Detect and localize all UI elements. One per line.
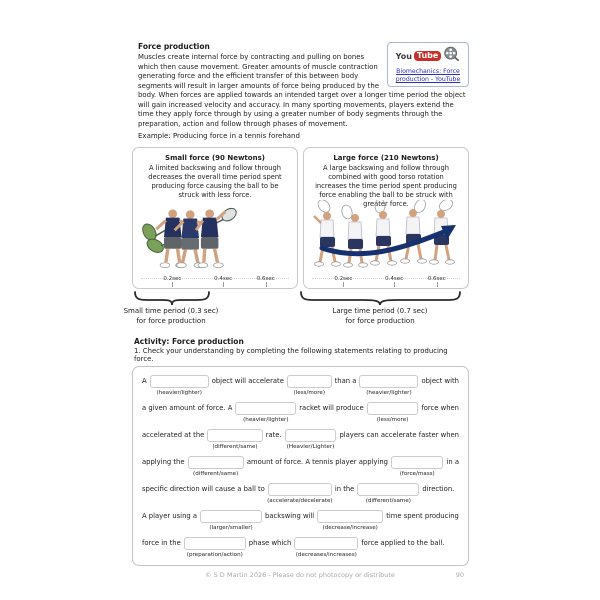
timeline-tick-mark bbox=[223, 282, 224, 287]
answer-field bbox=[287, 375, 332, 397]
activity-statement-row bbox=[139, 429, 462, 451]
youtube-callout bbox=[387, 42, 469, 87]
statement-text: accelerated at the bbox=[142, 431, 205, 439]
activity-statement-row bbox=[139, 402, 462, 424]
timeline-tick-mark bbox=[266, 282, 267, 287]
activity-statement-row bbox=[139, 375, 462, 397]
answer-blank[interactable] bbox=[200, 510, 262, 523]
answer-blank[interactable] bbox=[294, 537, 358, 550]
answer-hint: (decrease/increase) bbox=[322, 525, 378, 531]
answer-field bbox=[294, 537, 358, 559]
statement-text: than a bbox=[334, 377, 357, 385]
answer-blank[interactable] bbox=[184, 537, 246, 550]
small-period-brace bbox=[133, 291, 211, 307]
youtube-logo-you: You bbox=[395, 51, 412, 61]
activity-statement-row bbox=[139, 537, 462, 559]
statement-text: force when bbox=[421, 404, 459, 412]
youtube-logo-tube: Tube bbox=[414, 51, 441, 61]
time-period-annotations bbox=[123, 289, 469, 335]
answer-field bbox=[357, 483, 419, 505]
answer-blank[interactable] bbox=[287, 375, 332, 388]
timeline-tick-label: 0.6sec bbox=[256, 276, 275, 282]
statement-text: rate. bbox=[265, 431, 282, 439]
answer-hint: (preparation/action) bbox=[186, 552, 243, 558]
activity-statement-row bbox=[139, 456, 462, 478]
timeline-tick-label: 0.6sec bbox=[427, 276, 446, 282]
activity-statement-row bbox=[139, 483, 462, 505]
answer-field bbox=[184, 537, 246, 559]
large-force-title: Large force (210 Newtons) bbox=[333, 154, 439, 162]
answer-hint: (less/more) bbox=[376, 417, 409, 423]
small-force-title: Small force (90 Newtons) bbox=[165, 154, 265, 162]
statement-text: A bbox=[142, 377, 147, 385]
small-period-line1: Small time period (0.3 sec) bbox=[123, 307, 219, 315]
film-reel-icon bbox=[443, 46, 460, 66]
statement-text: racket will produce bbox=[299, 404, 364, 412]
answer-blank[interactable] bbox=[391, 456, 444, 469]
activity-statement-row bbox=[139, 510, 462, 532]
page-number: 90 bbox=[455, 571, 464, 579]
answer-hint: (force/mass) bbox=[399, 471, 435, 477]
large-force-photo bbox=[308, 200, 464, 280]
answer-hint: (larger/smaller) bbox=[209, 525, 253, 531]
answer-blank[interactable] bbox=[207, 429, 262, 442]
statement-text: force in the bbox=[142, 539, 181, 547]
timeline-tick-mark bbox=[437, 282, 438, 287]
answer-field bbox=[150, 375, 209, 397]
answer-blank[interactable] bbox=[357, 483, 419, 496]
large-force-box bbox=[303, 147, 469, 289]
answer-blank[interactable] bbox=[317, 510, 383, 523]
answer-field bbox=[268, 483, 332, 505]
answer-hint: (different/same) bbox=[193, 471, 239, 477]
page-title: Force production bbox=[138, 42, 210, 51]
intro-section bbox=[132, 42, 469, 128]
answer-hint: (different/same) bbox=[212, 444, 258, 450]
small-force-photo bbox=[139, 203, 257, 277]
activity-worksheet bbox=[132, 366, 469, 566]
timeline-tick-label: 0.4sec bbox=[385, 276, 404, 282]
example-caption: Example: Producing force in a tennis forehand bbox=[138, 132, 300, 140]
answer-field bbox=[317, 510, 383, 532]
statement-text: phase which bbox=[248, 539, 292, 547]
answer-field bbox=[235, 402, 296, 424]
activity-statements bbox=[139, 375, 462, 559]
answer-field bbox=[200, 510, 262, 532]
large-force-description: A large backswing and follow through combined with good torso rotation increases the time period spent producing force enabling the ball to be struck with greater force. bbox=[315, 164, 457, 209]
statement-text: specific direction will cause a ball to bbox=[142, 485, 265, 493]
small-force-description: A limited backswing and follow through decreases the overall time period spent producing force causing the ball to be struck with less force. bbox=[148, 164, 282, 200]
answer-blank[interactable] bbox=[359, 375, 418, 388]
answer-blank[interactable] bbox=[268, 483, 332, 496]
answer-hint: (different/same) bbox=[365, 498, 411, 504]
statement-text: force applied to the ball. bbox=[361, 539, 445, 547]
answer-blank[interactable] bbox=[150, 375, 209, 388]
answer-blank[interactable] bbox=[367, 402, 419, 415]
small-period-line2: for force production bbox=[136, 317, 206, 326]
timeline-tick-label: 0.4sec bbox=[214, 276, 233, 282]
answer-field bbox=[367, 402, 419, 424]
answer-field bbox=[391, 456, 444, 478]
small-force-box bbox=[132, 147, 298, 289]
answer-field bbox=[285, 429, 337, 451]
answer-hint: (accelerate/decelerate) bbox=[267, 498, 333, 504]
timeline-tick-label: 0.2sec bbox=[163, 276, 182, 282]
youtube-logo bbox=[390, 46, 466, 66]
answer-hint: (heavier/lighter) bbox=[243, 417, 289, 423]
statement-text: in the bbox=[334, 485, 355, 493]
statement-text: in a bbox=[446, 458, 459, 466]
statement-text: backswing will bbox=[265, 512, 315, 520]
activity-heading: Activity: Force production bbox=[134, 337, 244, 346]
statement-text: direction. bbox=[422, 485, 455, 493]
answer-hint: (less/more) bbox=[293, 390, 326, 396]
small-period-caption bbox=[114, 306, 228, 326]
large-period-line1: Large time period (0.7 sec) bbox=[332, 307, 428, 315]
answer-hint: (decreases/increases) bbox=[295, 552, 357, 558]
intro-paragraph: Muscles create internal force by contracting and pulling on bones which then cause movement. Greater amounts of muscle contraction generating force and the efficient transfer of this between body segments will result in larger amounts of force being produced by the body. When forces are applied towards an intended target over a longer time period the object will gain increased velocity and accuracy. In many sporting movements, players extend the time they apply force through by using a greater number of body segments through the preparation, action and follow through phases of movement. bbox=[138, 53, 466, 128]
answer-field bbox=[188, 456, 244, 478]
statement-text: object with bbox=[421, 377, 459, 385]
statement-text: time spent producing bbox=[386, 512, 459, 520]
timeline-tick-mark bbox=[172, 282, 173, 287]
statement-text: amount of force. A tennis player applying bbox=[246, 458, 388, 466]
activity-instruction: 1. Check your understanding by completing the following statements relating to producing force. bbox=[134, 347, 448, 363]
youtube-link[interactable]: Biomechanics: Force production - YouTube bbox=[395, 68, 461, 84]
answer-blank[interactable] bbox=[235, 402, 296, 415]
statement-text: A player using a bbox=[142, 512, 198, 520]
statement-text: a given amount of force. A bbox=[142, 404, 233, 412]
large-period-caption bbox=[320, 306, 440, 326]
answer-hint: (heavier/lighter) bbox=[366, 390, 412, 396]
answer-field bbox=[207, 429, 262, 451]
answer-hint: (heavier/lighter) bbox=[156, 390, 202, 396]
timeline-tick-mark bbox=[343, 282, 344, 287]
comparison-row bbox=[132, 147, 469, 289]
statement-text: players can accelerate faster when bbox=[339, 431, 459, 439]
answer-blank[interactable] bbox=[285, 429, 337, 442]
timeline-tick-mark bbox=[394, 282, 395, 287]
answer-hint: (Heavier/Lighter) bbox=[286, 444, 335, 450]
answer-blank[interactable] bbox=[188, 456, 244, 469]
statement-text: applying the bbox=[142, 458, 185, 466]
statement-text: object will accelerate bbox=[211, 377, 284, 385]
large-period-line2: for force production bbox=[345, 317, 415, 326]
copyright-notice: © S D Martin 2026 - Please do not photocopy or distribute bbox=[205, 571, 395, 579]
large-period-brace bbox=[299, 291, 462, 307]
answer-field bbox=[359, 375, 418, 397]
page-content bbox=[123, 42, 469, 566]
timeline-tick-label: 0.2sec bbox=[334, 276, 353, 282]
